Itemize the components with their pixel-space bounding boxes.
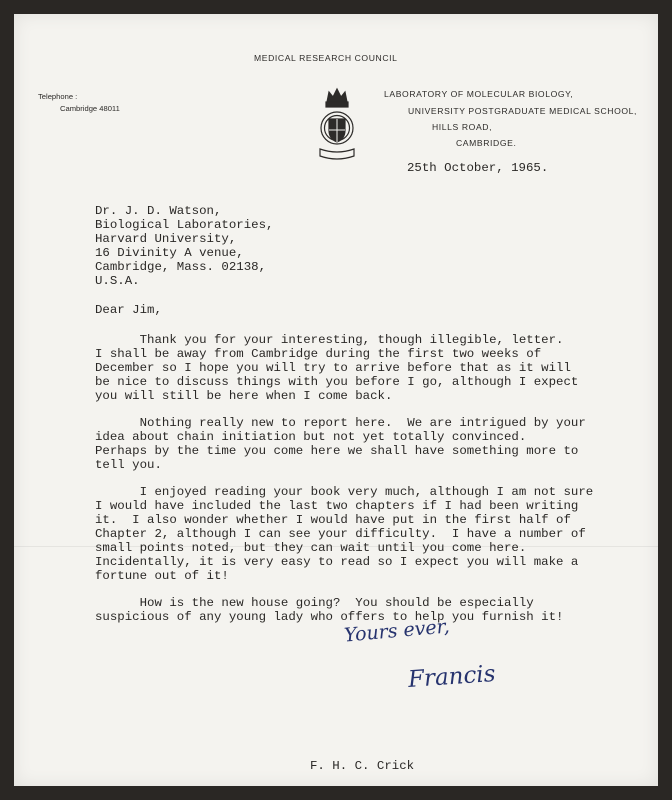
- telephone-number: Cambridge 48011: [60, 104, 120, 113]
- council-heading: MEDICAL RESEARCH COUNCIL: [254, 53, 398, 63]
- recipient-line: Harvard University,: [95, 232, 237, 246]
- address-line-4: CAMBRIDGE.: [456, 138, 517, 148]
- body-line: Thank you for your interesting, though illegible, letter.: [95, 333, 564, 347]
- body-line: How is the new house going? You should be especially: [95, 596, 534, 610]
- body-line: be nice to discuss things with you before I go, although I expect: [95, 375, 579, 389]
- body-line: I enjoyed reading your book very much, although I am not sure: [95, 485, 594, 499]
- salutation: Dear Jim,: [95, 303, 162, 317]
- handwritten-signature: Francis: [407, 660, 497, 694]
- address-line-3: HILLS ROAD,: [432, 122, 493, 132]
- body-line: I shall be away from Cambridge during the first two weeks of: [95, 347, 542, 361]
- body-line: Chapter 2, although I can see your difficulty. I have a number of: [95, 527, 586, 541]
- recipient-line: U.S.A.: [95, 274, 140, 288]
- body-line: December so I hope you will try to arrive before that as it will: [95, 361, 571, 375]
- address-line-2: UNIVERSITY POSTGRADUATE MEDICAL SCHOOL,: [408, 106, 638, 116]
- letter-date: 25th October, 1965.: [407, 161, 549, 175]
- body-line: idea about chain initiation but not yet totally convinced.: [95, 430, 527, 444]
- royal-crest-icon: [314, 86, 360, 168]
- body-line: small points noted, but they can wait until you come here.: [95, 541, 527, 555]
- body-line: Incidentally, it is very easy to read so I expect you will make a: [95, 555, 579, 569]
- recipient-line: Biological Laboratories,: [95, 218, 274, 232]
- body-line: tell you.: [95, 458, 162, 472]
- body-line: you will still be here when I come back.: [95, 389, 393, 403]
- recipient-line: 16 Divinity A venue,: [95, 246, 244, 260]
- typed-signatory: F. H. C. Crick: [310, 759, 415, 773]
- body-line: Nothing really new to report here. We are intrigued by your: [95, 416, 586, 430]
- recipient-line: Dr. J. D. Watson,: [95, 204, 222, 218]
- letter-page: [14, 14, 658, 786]
- body-line: fortune out of it!: [95, 569, 229, 583]
- address-line-1: LABORATORY OF MOLECULAR BIOLOGY,: [384, 89, 574, 99]
- telephone-label: Telephone :: [38, 92, 78, 101]
- body-line: it. I also wonder whether I would have put in the first half of: [95, 513, 571, 527]
- body-line: suspicious of any young lady who offers to help you furnish it!: [95, 610, 564, 624]
- handwritten-closing: Yours ever,: [343, 615, 451, 647]
- body-line: I would have included the last two chapters if I had been writing: [95, 499, 579, 513]
- recipient-line: Cambridge, Mass. 02138,: [95, 260, 267, 274]
- body-line: Perhaps by the time you come here we shall have something more to: [95, 444, 579, 458]
